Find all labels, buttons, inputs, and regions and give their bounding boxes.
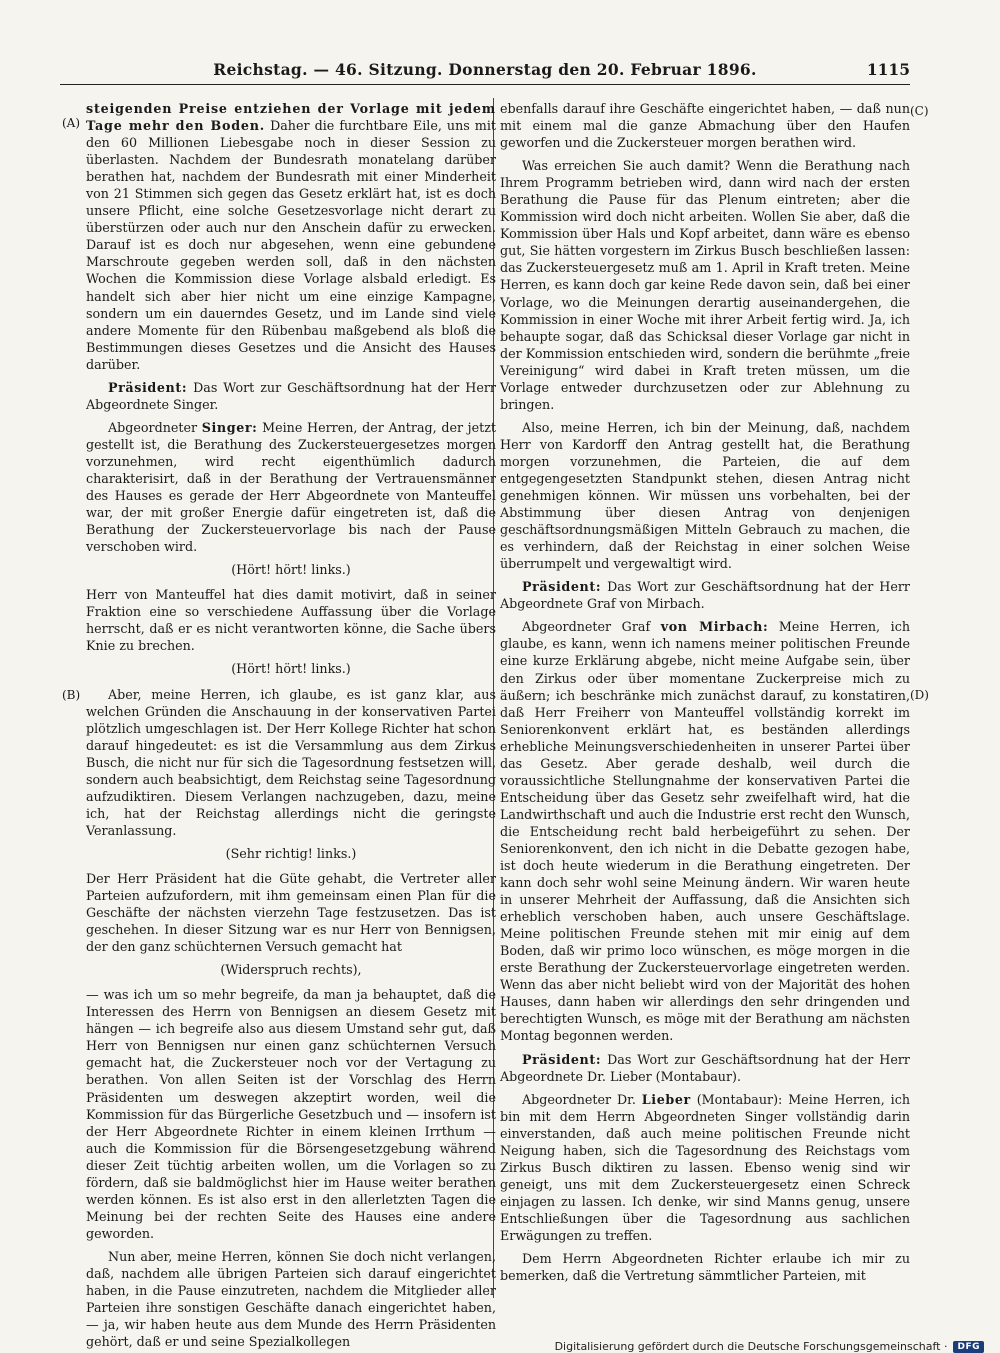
paragraph: Was erreichen Sie auch damit? Wenn die Berathung nach Ihrem Programm betrieben wird, dann wird nach der ersten Berathung die Pause für das Plenum eintreten; aber die Kommission wird doch nicht arbeiten. Wollen Sie aber, daß die Kommission über Hals und Kopf arbeitet, dann wäre es ebenso gut, Sie hätten vorgestern im Zirkus Busch beschließen lassen: das Zuckersteuergesetz muß am 1. April in Kraft treten. Meine Herren, es kann doch gar keine Rede davon sein, daß bei einer Vorlage, wo die Meinungen derartig auseinandergehen, die Kommission in einer Woche mit ihrer Arbeit fertig wird. Ja, ich behaupte sogar, daß das Schicksal dieser Vorlage gar nicht in der Kommission entschieden wird, sondern die berühmte „freie Vereinigung“ wird dabei in Kraft treten müssen, um die Vorlage entweder durchzusetzen oder zur Ablehnung zu bringen. [500, 158, 910, 412]
paragraph: Der Herr Präsident hat die Güte gehabt, die Vertreter aller Parteien aufzufordern, mit ihm gemeinsam einen Plan für die Geschäfte der nächsten vierzehn Tage festzusetzen. Das ist geschehen. In dieser Sitzung war es nur Herr von Bennigsen, der den ganz schüchternen Versuch gemacht hat [86, 870, 496, 955]
speaker-name: Singer: [201, 419, 258, 435]
speaker-paragraph [86, 379, 496, 413]
speaker-prefix: Abgeordneter Dr. [522, 1091, 642, 1107]
running-header [60, 58, 910, 85]
paragraph-text: Daher die furchtbare Eile, uns mit den 60 Millionen Liebesgabe noch in dieser Session zu überlasten. Nachdem der Bundesrath monatelang darüber berathen hat, nachdem der Bundesrath mit einer Minderheit von 21 Stimmen sich gegen das Gesetz erklärt hat, ist es doch unsere Pflicht, eine solche Gesetzesvorlage nicht derart zu überstürzen oder auch nur den Anschein dafür zu erwecken. Darauf ist es doch nur abgesehen, wenn eine gebundene Marschroute gegeben werden soll, daß in den nächsten Wochen die Kommission diese Vorlage alsbald erledigt. Es handelt sich aber hier nicht um eine einzige Kampagne, sondern um ein dauerndes Gesetz, und im Lande sind viele andere Momente für den Rübenbau maßgebend als bloß die Bestimmungen dieses Gesetzes und die Ansicht des Hauses darüber. [86, 118, 496, 372]
dfg-logo-icon: DFG [953, 1341, 984, 1353]
paragraph-text: (Montabaur): Meine Herren, ich bin mit dem Herrn Abgeordneten Singer vollständig darin einverstanden, daß auch meine politischen Freunde nicht Neigung haben, sich die Tagesordnung des Reichstags vom Zirkus Busch diktiren zu lassen. Ebenso wenig sind wir geneigt, uns mit dem Zuckersteuergesetz einen Schreck einjagen zu lassen. Ich denke, wir sind Manns genug, unsere Entschließungen über die Tagesordnung aus sachlichen Erwägungen zu treffen. [500, 1091, 910, 1243]
paragraph-text: Das Wort zur Geschäftsordnung hat der Herr Abgeordnete Graf von Mirbach. [500, 579, 910, 612]
margin-mark-d: (D) [910, 688, 929, 702]
stage-direction: (Hört! hört! links.) [231, 562, 351, 578]
paragraph-text: Das Wort zur Geschäftsordnung hat der Herr Abgeordnete Dr. Lieber (Montabaur). [500, 1051, 910, 1084]
paragraph: Also, meine Herren, ich bin der Meinung, daß, nachdem Herr von Kardorff den Antrag gestellt hat, die Berathung morgen vorzunehmen, die Parteien, die auf dem entgegengesetzten Standpunkt stehen, diesen Antrag nicht genehmigen können. Wir müssen uns vorbehalten, bei der Abstimmung über diesen Antrag von denjenigen geschäftsordnungsmäßigen Mitteln Gebrauch zu machen, die es verhindern, daß der Reichstag in einer solchen Weise überrumpelt und vergewaltigt wird. [500, 419, 910, 572]
speaker-name: von Mirbach: [660, 619, 769, 635]
digitization-footer [555, 1340, 984, 1353]
paragraph: Aber, meine Herren, ich glaube, es ist ganz klar, aus welchen Gründen die Anschauung in der konservativen Partei plötzlich umgeschlagen ist. Der Herr Kollege Richter hat schon darauf hingedeutet: es ist die Versammlung aus dem Zirkus Busch, die nicht nur für sich die Tagesordnung festsetzen will, sondern auch beabsichtigt, dem Reichstag seine Tagesordnung aufzudiktiren. Diesem Verlangen nachzugeben, dazu, meine ich, hat der Reichstag allerdings nicht die geringste Veranlassung. [86, 686, 496, 838]
speaker-name: Präsident: [522, 579, 602, 595]
speaker-paragraph [500, 578, 910, 612]
speaker-prefix: Abgeordneter Graf [522, 619, 661, 635]
speaker-paragraph [86, 419, 496, 555]
speaker-paragraph [500, 1091, 910, 1244]
stage-direction: (Sehr richtig! links.) [225, 845, 357, 861]
margin-mark-b: (B) [62, 688, 81, 702]
paragraph-text: Meine Herren, der Antrag, der jetzt gestellt ist, die Berathung des Zuckersteuergesetzes morgen vorzunehmen, wird recht eigenthümlich dadurch charakterisirt, daß in der Berathung der Vertrauensmänner des Hauses es gerade der Herr Abgeordnete von Manteuffel war, der mit großer Energie dafür eingetreten ist, daß die Berathung der Zuckersteuervorlage bis nach der Pause verschoben wird. [86, 419, 496, 555]
stage-direction: (Widerspruch rechts), [220, 962, 362, 978]
margin-mark-a: (A) [62, 116, 81, 130]
stage-direction: (Hört! hört! links.) [231, 661, 351, 677]
paragraph [86, 100, 496, 373]
speaker-name: Präsident: [108, 379, 188, 395]
paragraph: Nun aber, meine Herren, können Sie doch nicht verlangen, daß, nachdem alle übrigen Parteien sich darauf eingerichtet haben, in die Pause einzutreten, nachdem die Mitglieder aller Parteien ihre sonstigen Geschäfte danach eingerichtet haben, — ja, wir haben heute aus dem Munde des Herrn Präsidenten gehört, daß er und seine Spezialkollegen [86, 1248, 496, 1350]
speaker-paragraph [500, 1051, 910, 1085]
speaker-paragraph [500, 618, 910, 1044]
speaker-prefix: Abgeordneter [108, 419, 202, 435]
paragraph: — was ich um so mehr begreife, da man ja behauptet, daß die Interessen des Herrn von Bennigsen an diesem Gesetz mit hängen — ich begreife also aus diesem Umstand sehr gut, daß Herr von Bennigsen nur einen ganz schüchternen Versuch gemacht hat, die Zuckersteuer noch vor der Vertagung zu berathen. Von allen Seiten ist der Vorschlag des Herrn Präsidenten um deswegen akzeptirt worden, weil die Kommission für das Bürgerliche Gesetzbuch und — insofern ist der Herr Abgeordnete Richter in einem kleinen Irrthum — auch die Kommission für die Börsengesetzgebung während dieser Zeit tüchtig arbeiten wollen, um die Vorlagen so zu fördern, daß sie baldmöglichst hier im Hause weiter berathen werden können. Es ist also erst in den allerletzten Tagen die Meinung bei der rechten Seite des Hauses eine andere geworden. [86, 987, 496, 1241]
margin-mark-c: (C) [910, 104, 929, 118]
page-number: 1115 [866, 60, 910, 79]
emphasized-text: steigenden Preise entziehen der Vorlage mit jedem Tage mehr den Boden. [86, 101, 496, 134]
paragraph: Dem Herrn Abgeordneten Richter erlaube ich mir zu bemerken, daß die Vertretung sämmtlicher Parteien, mit [500, 1251, 910, 1284]
running-title: Reichstag. — 46. Sitzung. Donnerstag den 20. Februar 1896. [213, 60, 757, 79]
left-column [86, 100, 496, 1350]
paragraph: ebenfalls darauf ihre Geschäfte eingerichtet haben, — daß nun mit einem mal die ganze Abmachung über den Haufen geworfen und die Zuckersteuer morgen berathen wird. [500, 101, 910, 151]
speaker-name: Lieber [641, 1091, 691, 1107]
paragraph-text: Meine Herren, ich glaube, es kann, wenn ich namens meiner politischen Freunde eine kurze Erklärung abgebe, nicht meine Aufgabe sein, über den Zirkus oder über momentane Zuckerpreise mich zu äußern; ich beschränke mich zunächst darauf, zu konstatiren, daß Herr Freiherr von Manteuffel vollständig korrekt im Seniorenkonvent erklärt hat, es beständen allerdings erhebliche Meinungsverschiedenheiten in unserer Partei über das Gesetz. Aber gerade deshalb, weil durch die voraussichtliche Stellungnahme der konservativen Partei die Entscheidung über das Gesetz sehr zweifelhaft wird, hat die Landwirthschaft und auch die Industrie erst recht den Wunsch, die Entscheidung recht bald herbeigeführt zu sehen. Der Seniorenkonvent, den ich nicht in die Debatte gezogen habe, ist doch heute wiederum in die Berathung eingetreten. Der kann doch sehr wohl seine Meinung ändern. Wir waren heute in unserer Mehrheit der Auffassung, daß die Ansichten sich erheblich verschoben haben, auch unsere Geschäftslage. Meine politischen Freunde stehen mit mir einig auf dem Boden, daß wir primo loco wünschen, es möge morgen in die erste Berathung der Zuckersteuervorlage eingetreten werden. Wenn das aber nicht beliebt wird von der Majorität des hohen Hauses, dann haben wir allerdings den sehr dringenden und berechtigten Wunsch, es möge mit der Berathung am nächsten Montag begonnen werden. [500, 619, 911, 1044]
paragraph-text: Das Wort zur Geschäftsordnung hat der Herr Abgeordnete Singer. [86, 379, 496, 412]
right-column [500, 100, 910, 1300]
paragraph: Herr von Manteuffel hat dies damit motivirt, daß in seiner Fraktion eine so verschiedene Auffassung über die Vorlage herrscht, daß er es nicht verantworten könne, die Sache übers Knie zu brechen. [86, 587, 496, 654]
speaker-name: Präsident: [522, 1051, 602, 1067]
footer-text: Digitalisierung gefördert durch die Deutsche Forschungsgemeinschaft · [554, 1340, 948, 1353]
